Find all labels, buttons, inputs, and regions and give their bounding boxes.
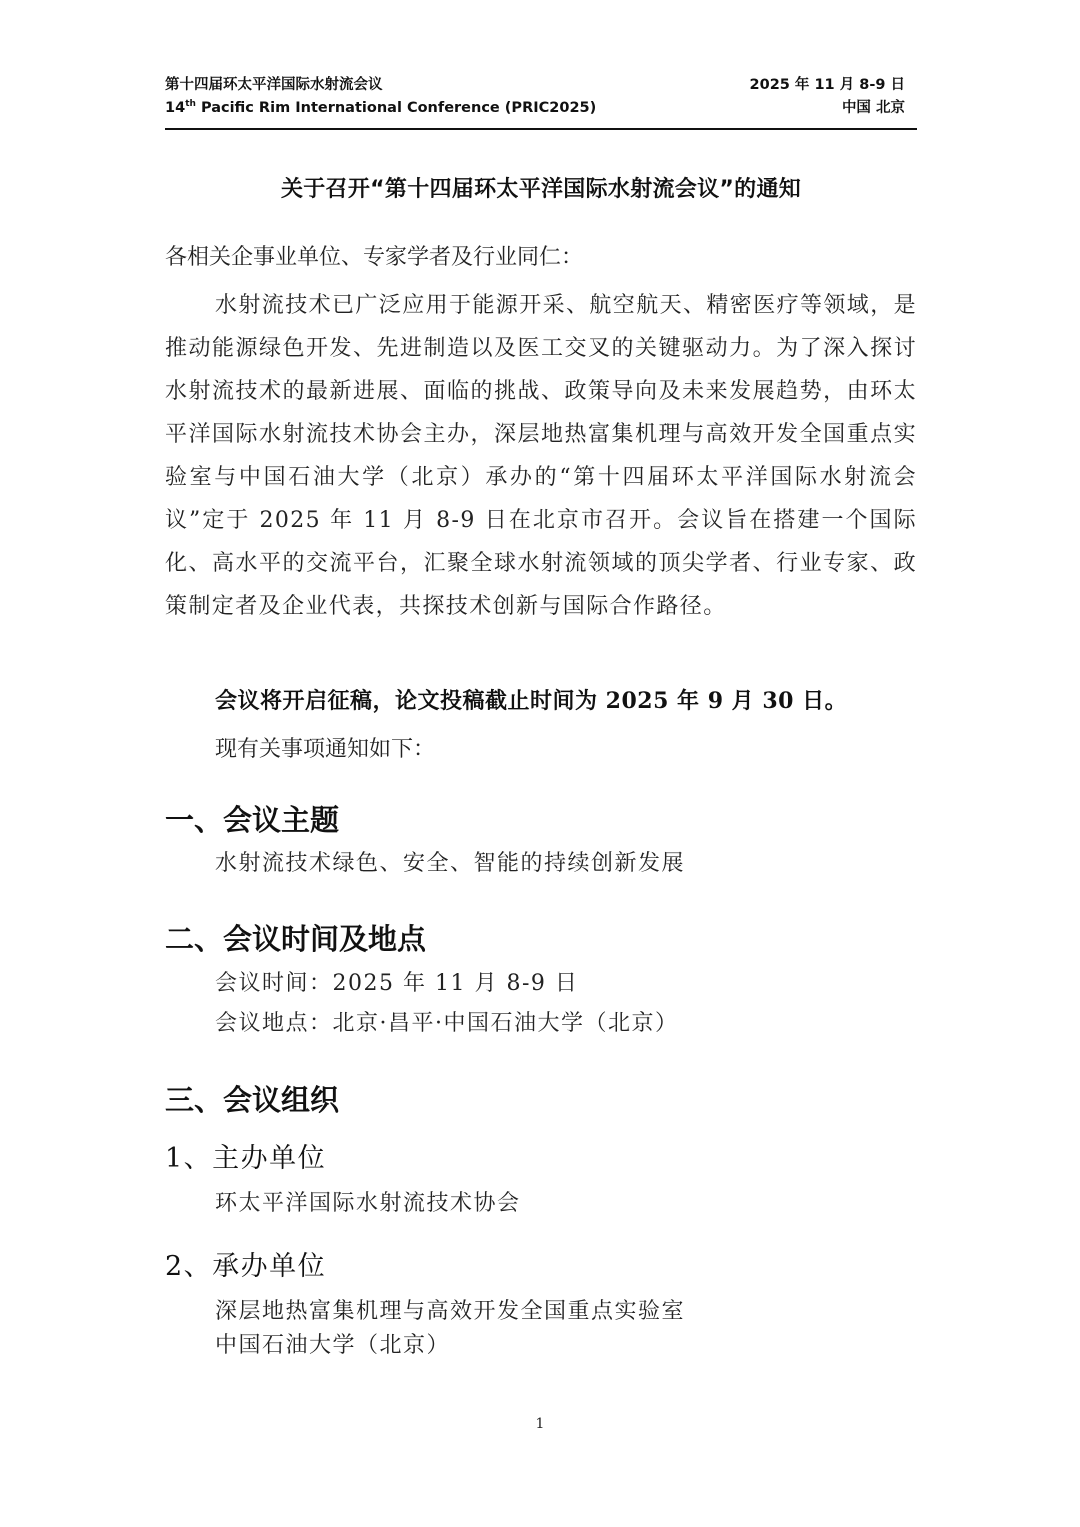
organizer-heading: 2、承办单位 [165, 1251, 327, 1282]
section-organization-heading: 三、会议组织 [165, 1083, 340, 1117]
conference-place: 会议地点：北京·昌平·中国石油大学（北京） [215, 1011, 679, 1036]
header-edition-number: 14 [165, 100, 186, 116]
header-conference-name [165, 74, 596, 120]
header-location: 中国 北京 [841, 100, 905, 116]
header-date: 2025 年 11 月 8-9 日 [749, 77, 905, 93]
section-time-place-heading: 二、会议时间及地点 [165, 922, 427, 956]
page-header [165, 72, 917, 130]
organizer-university: 中国石油大学（北京） [215, 1333, 451, 1358]
organizer-lab: 深层地热富集机理与高效开发全国重点实验室 [215, 1299, 686, 1324]
host-heading: 1、主办单位 [165, 1143, 327, 1174]
submission-deadline: 会议将开启征稿，论文投稿截止时间为 2025 年 9 月 30 日。 [215, 688, 848, 714]
intro-paragraph: 水射流技术已广泛应用于能源开采、航空航天、精密医疗等领域，是推动能源绿色开发、先进制造以及医工交叉的关键驱动力。为了深入探讨水射流技术的最新进展、面临的挑战、政策导向及未来发展趋势，由环太平洋国际水射流技术协会主办，深层地热富集机理与高效开发全国重点实验室与中国石油大学（北京）承办的“第十四届环太平洋国际水射流会议”定于 2025 年 11 月 8-9 日在北京市召开。会议旨在搭建一个国际化、高水平的交流平台，汇聚全球水射流领域的顶尖学者、行业专家、政策制定者及企业代表，共探技术创新与国际合作路径。 [165, 293, 918, 619]
header-edition-suffix: th [185, 99, 196, 109]
page-number: 1 [535, 1416, 545, 1432]
conference-time: 会议时间：2025 年 11 月 8-9 日 [215, 971, 579, 996]
notice-intro: 现有关事项通知如下： [215, 737, 436, 762]
conference-theme: 水射流技术绿色、安全、智能的持续创新发展 [215, 851, 686, 876]
host-organization: 环太平洋国际水射流技术协会 [215, 1191, 521, 1216]
document-title: 关于召开“第十四届环太平洋国际水射流会议”的通知 [280, 177, 802, 202]
section-theme-heading: 一、会议主题 [165, 803, 340, 837]
header-title-cn: 第十四届环太平洋国际水射流会议 [165, 77, 383, 93]
header-title-en-rest: Pacific Rim International Conference (PRIC2025) [195, 100, 597, 116]
header-date-location [750, 74, 905, 120]
header-title-en [165, 97, 596, 120]
salutation: 各相关企事业单位、专家学者及行业同仁： [165, 245, 584, 270]
